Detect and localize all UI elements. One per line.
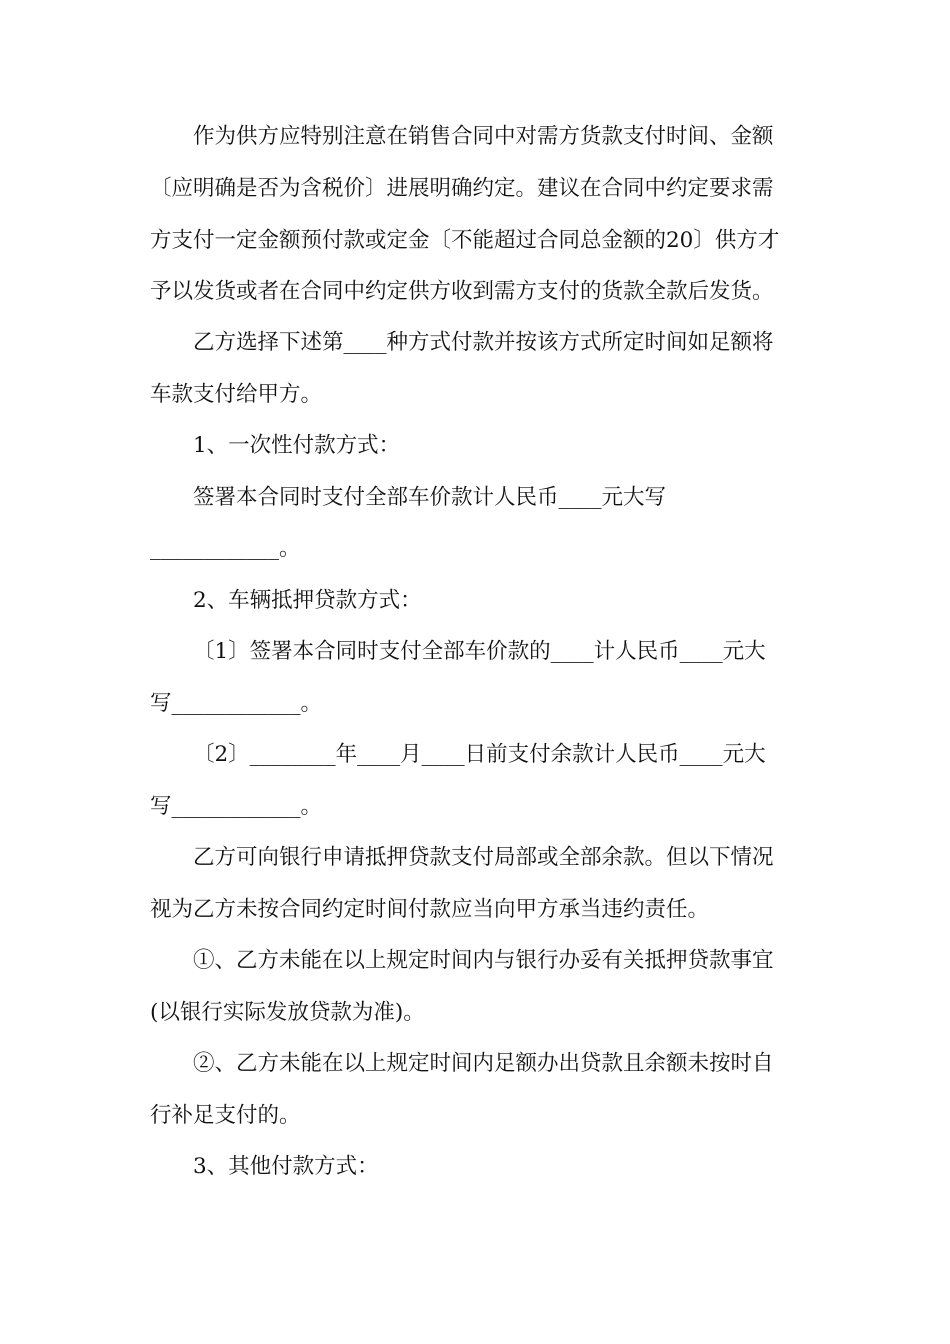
section-heading: 3、其他付款方式： [193, 1154, 379, 1179]
paragraph-line: ②、乙方未能在以上规定时间内足额办出贷款且余额未按时自 [193, 1051, 774, 1076]
paragraph-line: 乙方选择下述第____种方式付款并按该方式所定时间如足额将 [193, 330, 774, 355]
paragraph-line: 签署本合同时支付全部车价款计人民币____元大写 [193, 485, 667, 510]
paragraph-line: 行补足支付的。 [150, 1103, 301, 1128]
paragraph-line: 乙方可向银行申请抵押贷款支付局部或全部余款。但以下情况 [193, 845, 774, 870]
paragraph-line: 〔2〕________年____月____日前支付余款计人民币____元大 [193, 742, 766, 767]
section-heading: 1、一次性付款方式： [193, 433, 401, 458]
paragraph-line: 〔应明确是否为含税价〕进展明确约定。建议在合同中约定要求需 [150, 176, 774, 201]
section-heading: 2、车辆抵押贷款方式： [193, 588, 422, 613]
paragraph-line: 〔1〕签署本合同时支付全部车价款的____计人民币____元大 [193, 639, 766, 664]
paragraph-line: 写____________。 [150, 691, 323, 716]
paragraph-line: 写____________。 [150, 794, 323, 819]
paragraph-line: 视为乙方未按合同约定时间付款应当向甲方承当违约责任。 [150, 897, 710, 922]
paragraph-line: 方支付一定金额预付款或定金〔不能超过合同总金额的20〕供方才 [150, 228, 780, 253]
paragraph-line: 予以发货或者在合同中约定供方收到需方支付的货款全款后发货。 [150, 279, 774, 304]
paragraph-line: ①、乙方未能在以上规定时间内与银行办妥有关抵押贷款事宜 [193, 948, 774, 973]
paragraph-line: 作为供方应特别注意在销售合同中对需方货款支付时间、金额 [193, 124, 774, 149]
paragraph-line: (以银行实际发放贷款为准)。 [150, 1000, 425, 1025]
paragraph-line: ____________。 [150, 536, 301, 561]
paragraph-line: 车款支付给甲方。 [150, 382, 323, 407]
